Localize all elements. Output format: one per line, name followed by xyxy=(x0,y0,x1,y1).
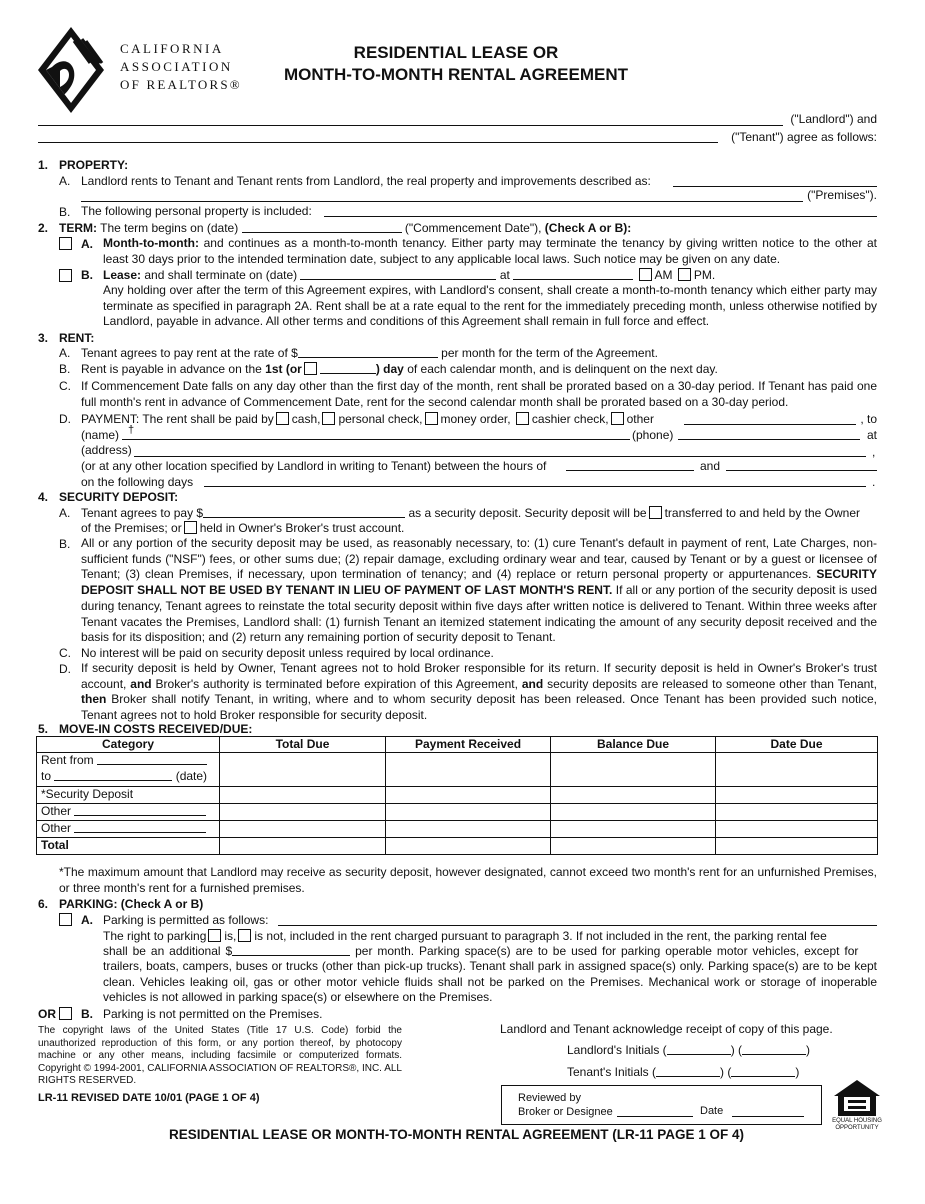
other2-label: Other xyxy=(41,821,72,835)
parking-included-checkbox[interactable] xyxy=(208,929,221,942)
property-description-line-2[interactable] xyxy=(81,201,803,202)
s4-b-text2: If all or any portion of the security deposit is used during tenancy, Tenant agrees to reinstate the total security deposit within five days after written notice is delivered to Tenant. Within three weeks after Tenant vacates the Premises, Landlord shall: (1) furnish Tenant an itemized statement indicating the amount of any security deposit received and the basis for its disposition; and (2) return any remaining portion of security deposit to Tenant. xyxy=(81,583,877,645)
hours-start-line[interactable] xyxy=(566,470,694,471)
s4-a-text1: Tenant agrees to pay $ xyxy=(81,506,204,520)
other2-line[interactable] xyxy=(74,821,206,833)
parking-description-line[interactable] xyxy=(278,925,877,926)
table-cell[interactable] xyxy=(551,838,716,855)
broker-designee-label: Broker or Designee xyxy=(518,1106,613,1118)
org-name-line3: OF REALTORS® xyxy=(120,77,242,92)
table-cell[interactable] xyxy=(386,787,551,804)
equal-housing-icon xyxy=(832,1078,882,1118)
payee-address-label: (address) xyxy=(81,443,132,457)
s2-heading: TERM: xyxy=(59,221,97,235)
tenant-name-line[interactable] xyxy=(38,142,718,143)
s4-d-and1: and xyxy=(130,676,152,691)
s4-num: 4. xyxy=(38,490,49,504)
s3-b-bold2: ) day xyxy=(375,362,404,376)
table-cell[interactable] xyxy=(220,821,386,838)
table-header-row xyxy=(37,737,878,753)
other1-line[interactable] xyxy=(74,804,206,816)
s4-c-text: No interest will be paid on security deposit unless required by local ordinance. xyxy=(81,646,494,660)
lease-end-time-line[interactable] xyxy=(513,268,633,280)
rent-to-label: to xyxy=(41,769,52,783)
s3-b-label: B. xyxy=(59,362,71,376)
s6-addl-text2: per month. Parking space(s) are to be used for parking operable motor vehicles, except for xyxy=(355,944,859,958)
eho-line1: EQUAL HOUSING xyxy=(832,1118,882,1124)
dagger-mark: † xyxy=(128,424,135,436)
s2-b-bold: Lease: xyxy=(103,268,142,282)
s4-b-label: B. xyxy=(59,537,71,551)
table-row xyxy=(37,821,878,838)
pm-label: PM. xyxy=(693,268,716,282)
tenant-initials-sep: ) ( xyxy=(720,1065,732,1079)
rent-amount-line[interactable] xyxy=(298,346,438,358)
eho-line2: OPPORTUNITY xyxy=(835,1125,879,1131)
s3-d-label: D. xyxy=(59,412,71,426)
parking-not-permitted-checkbox[interactable] xyxy=(59,1007,72,1020)
table-row xyxy=(37,838,878,855)
payment-days-line[interactable] xyxy=(204,486,866,487)
s4-a-text3: transferred to and held by the Owner xyxy=(664,506,861,520)
landlord-initials-line-1[interactable] xyxy=(667,1043,731,1055)
equal-housing-logo xyxy=(832,1078,882,1134)
table-cell[interactable] xyxy=(551,804,716,821)
s6-addl-line xyxy=(103,944,858,958)
s4-d-and2: and xyxy=(521,676,544,691)
review-date-line[interactable] xyxy=(732,1116,804,1117)
month-to-month-checkbox[interactable] xyxy=(59,237,72,250)
s3-d-hours-text: (or at any other location specified by Landlord in writing to Tenant) between the hours of xyxy=(81,459,547,473)
s4-a-text2: as a security deposit. Security deposit will be xyxy=(408,506,647,520)
s2-b-line xyxy=(103,268,715,282)
s3-b-line xyxy=(81,362,718,376)
s2-a-text: and continues as a month-to-month tenancy. Either party may terminate the tenancy by giving written notice to the other at least 30 days prior to the intended termination date, subject to any applicable local laws. Such notice may be given on any date. xyxy=(103,236,877,266)
cashier-check-checkbox[interactable] xyxy=(516,412,529,425)
rent-date-label: (date) xyxy=(175,769,208,783)
s3-b-text1: Rent is payable in advance on the xyxy=(81,362,262,376)
table-cell[interactable] xyxy=(716,753,878,787)
s3-d-text: PAYMENT: The rent shall be paid by xyxy=(81,412,274,426)
s6-right-line xyxy=(103,929,827,943)
s6-right-text2: is not, included in the rent charged pursuant to paragraph 3. If not included in the rent, the parking rental fee xyxy=(254,929,827,943)
col-balance-due: Balance Due xyxy=(551,737,716,753)
s3-b-text2: of each calendar month, and is delinquent on the next day. xyxy=(407,362,718,376)
form-title-line1: RESIDENTIAL LEASE OR xyxy=(353,43,559,62)
other1-label: Other xyxy=(41,804,72,818)
s6-paragraph: trailers, boats, campers, buses or trucks (other than pick-up trucks). Tenant shall park in assigned space(s) only. Parking space(s) are to be kept clean. Vehicles leaking oil, gas or other motor vehicle fluids shall not be parked on the Premises. Mechanical work or storage of inoperable vehicles is not allowed in parking space(s) or elsewhere on the Premises. xyxy=(103,959,877,1005)
car-logo-icon xyxy=(38,27,104,113)
money-order-label: money order, xyxy=(440,412,511,426)
s2-num: 2. xyxy=(38,221,49,235)
table-cell[interactable] xyxy=(220,838,386,855)
security-category-cell: *Security Deposit xyxy=(37,787,220,804)
other-payment-line[interactable] xyxy=(684,424,856,425)
rent-to-line[interactable] xyxy=(54,769,172,781)
s2-a-label: A. xyxy=(81,237,93,251)
lease-end-date-line[interactable] xyxy=(300,268,496,280)
tenant-initials-line-1[interactable] xyxy=(656,1065,720,1077)
landlord-initials-close: ) xyxy=(806,1043,811,1057)
payee-name-line[interactable] xyxy=(122,439,630,440)
tenant-initials-close: ) xyxy=(795,1065,800,1079)
s1-b-label: B. xyxy=(59,205,71,219)
total-category-cell: Total xyxy=(37,838,220,855)
other-payment-label: other xyxy=(626,412,654,426)
s5-heading: MOVE-IN COSTS RECEIVED/DUE: xyxy=(59,722,253,736)
rent-category-cell xyxy=(37,753,220,787)
landlord-name-line[interactable] xyxy=(38,125,783,126)
table-cell[interactable] xyxy=(551,787,716,804)
other1-category-cell xyxy=(37,804,220,821)
am-label: AM xyxy=(654,268,673,282)
reviewed-by-label: Reviewed by xyxy=(518,1092,581,1104)
s3-b-bold1: 1st (or xyxy=(265,362,302,376)
table-cell[interactable] xyxy=(386,838,551,855)
landlord-initials-row xyxy=(567,1043,810,1057)
personal-property-line[interactable] xyxy=(324,216,877,217)
broker-review-box xyxy=(501,1085,822,1125)
s4-b-bold: SECURITY DEPOSIT SHALL NOT BE USED BY TENANT IN LIEU OF PAYMENT OF LAST MONTH'S RENT. xyxy=(81,567,877,598)
s3-a-line xyxy=(81,346,658,360)
s1-num: 1. xyxy=(38,158,49,172)
copyright-notice: The copyright laws of the United States (Title 17 U.S. Code) forbid the unauthorized reproduction of this form, or any portion thereof, by photocopy machine or any other means, including facsimile or computerized formats. Copyright © 1994-2001, CALIFORNIA ASSOCIATION OF REALTORS®, INC. ALL RIGHTS RESERVED. xyxy=(38,1025,402,1087)
cash-checkbox[interactable] xyxy=(276,412,289,425)
table-row xyxy=(37,753,878,787)
personal-check-label: personal check, xyxy=(338,412,423,426)
s6-or: OR xyxy=(38,1007,56,1021)
s3-d-line1 xyxy=(81,412,654,426)
s3-d-period: . xyxy=(872,475,876,489)
lease-checkbox[interactable] xyxy=(59,269,72,282)
s4-b-paragraph xyxy=(81,536,877,646)
s4-d-text1: If security deposit is held by Owner, Tenant agrees not to hold Broker responsible for its return. If security deposit is held in Owner's Broker's trust account, xyxy=(81,661,877,691)
s6-a-text: Parking is permitted as follows: xyxy=(103,913,269,927)
s3-num: 3. xyxy=(38,331,49,345)
table-cell[interactable] xyxy=(716,821,878,838)
rent-from-line[interactable] xyxy=(97,753,207,765)
hours-end-line[interactable] xyxy=(726,470,877,471)
personal-check-checkbox[interactable] xyxy=(322,412,335,425)
s6-right-text1: The right to parking xyxy=(103,929,207,943)
table-cell[interactable] xyxy=(716,804,878,821)
s3-c-paragraph: If Commencement Date falls on any day other than the first day of the month, rent shall be prorated based on a 30-day period. If Tenant has paid one full month's rent in advance of Commencement Date, rent for the second calendar month shall be prorated based on a 30-day period. xyxy=(81,379,877,409)
s4-b-text1: All or any portion of the security deposit may be used, as reasonably necessary, to: (1) cure Tenant's default in payment of rent, Late Charges, non-sufficient funds ("NSF") fees, or other sums due; (2) repair damage, excluding ordinary wear and tear, caused by Tenant or by a guest or licensee of Tenant; (3) clean Premises, if necessary, upon termination of tenancy; and (4) replace or return personal property or appurtenances. xyxy=(81,536,877,582)
s6-addl-text1: shall be an additional $ xyxy=(103,944,233,958)
s1-a-text: Landlord rents to Tenant and Tenant rents from Landlord, the real property and improvements described as: xyxy=(81,174,651,188)
cashier-check-label: cashier check, xyxy=(531,412,609,426)
landlord-initials-sep: ) ( xyxy=(730,1043,743,1057)
s6-heading: PARKING: (Check A or B) xyxy=(59,897,204,911)
parking-permitted-checkbox[interactable] xyxy=(59,913,72,926)
table-cell[interactable] xyxy=(220,753,386,787)
payee-address-line[interactable] xyxy=(134,456,866,457)
table-cell[interactable] xyxy=(220,804,386,821)
parking-fee-line[interactable] xyxy=(232,944,350,956)
s4-d-text4: Broker shall notify Tenant, in writing, where and to whom security deposit has been released. Once Tenant has been provided such notice, Tenant agrees not to hold Broker responsible for security deposit. xyxy=(81,692,878,723)
s4-d-paragraph xyxy=(81,661,877,724)
s5-num: 5. xyxy=(38,722,49,736)
bottom-title: RESIDENTIAL LEASE OR MONTH-TO-MONTH RENTAL AGREEMENT (LR-11 PAGE 1 OF 4) xyxy=(168,1127,745,1142)
s6-right-is: is, xyxy=(224,929,237,943)
s4-d-text2: Broker's authority is terminated before expiration of this Agreement, xyxy=(155,676,518,691)
tenant-initials-label: Tenant's Initials ( xyxy=(567,1065,656,1079)
s1-heading: PROPERTY: xyxy=(59,158,129,172)
commencement-label: ("Commencement Date"), xyxy=(404,221,542,235)
property-description-line[interactable] xyxy=(673,186,877,187)
table-cell[interactable] xyxy=(386,753,551,787)
s3-d-comma: , xyxy=(872,445,876,459)
s4-c-label: C. xyxy=(59,646,71,660)
tenant-suffix: ("Tenant") agree as follows: xyxy=(731,130,877,144)
s1-b-text: The following personal property is included: xyxy=(81,204,312,218)
s2-b-label: B. xyxy=(81,268,93,282)
payee-phone-label: (phone) xyxy=(632,428,674,442)
col-date-due: Date Due xyxy=(716,737,878,753)
s3-a-text1: Tenant agrees to pay rent at the rate of $ xyxy=(81,346,298,360)
s3-a-text2: per month for the term of the Agreement. xyxy=(441,346,658,360)
rent-day-line[interactable] xyxy=(320,362,376,374)
form-title-line2: MONTH-TO-MONTH RENTAL AGREEMENT xyxy=(283,65,629,84)
other2-category-cell xyxy=(37,821,220,838)
owner-held-checkbox[interactable] xyxy=(649,506,662,519)
parking-not-included-checkbox[interactable] xyxy=(238,929,251,942)
col-total-due: Total Due xyxy=(220,737,386,753)
broker-trust-checkbox[interactable] xyxy=(184,521,197,534)
s4-a-line1 xyxy=(81,506,860,520)
broker-initials-line[interactable] xyxy=(617,1116,693,1117)
s6-b-text: Parking is not permitted on the Premises. xyxy=(103,1007,323,1021)
commencement-date-line[interactable] xyxy=(242,221,402,233)
premises-label: ("Premises"). xyxy=(807,188,877,202)
payee-name-label: (name) xyxy=(81,428,120,442)
table-cell[interactable] xyxy=(386,821,551,838)
table-cell[interactable] xyxy=(551,753,716,787)
org-name-line2: ASSOCIATION xyxy=(120,59,233,74)
other-payment-checkbox[interactable] xyxy=(611,412,624,425)
am-checkbox[interactable] xyxy=(639,268,652,281)
table-cell[interactable] xyxy=(716,838,878,855)
col-category: Category xyxy=(37,737,220,753)
s4-d-then: then xyxy=(81,692,107,707)
s4-a-line2 xyxy=(81,521,404,535)
s3-d-to: , to xyxy=(860,412,877,426)
landlord-initials-line-2[interactable] xyxy=(742,1043,806,1055)
s2-intro-text: The term begins on (date) xyxy=(100,221,239,235)
table-cell[interactable] xyxy=(220,787,386,804)
pm-checkbox[interactable] xyxy=(678,268,691,281)
security-deposit-amount-line[interactable] xyxy=(203,506,405,518)
s2-intro xyxy=(59,221,631,235)
rent-from-label: Rent from xyxy=(41,753,94,767)
s2-a-bold: Month-to-month: xyxy=(103,236,199,250)
s3-d-days-label: on the following days xyxy=(81,475,194,489)
table-cell[interactable] xyxy=(551,821,716,838)
s3-a-label: A. xyxy=(59,346,71,360)
acknowledge-text: Landlord and Tenant acknowledge receipt of copy of this page. xyxy=(500,1022,833,1036)
col-payment-received: Payment Received xyxy=(386,737,551,753)
s2-a-paragraph xyxy=(103,236,877,267)
car-logo xyxy=(38,27,104,113)
money-order-checkbox[interactable] xyxy=(425,412,438,425)
landlord-suffix: ("Landlord") and xyxy=(790,112,877,126)
s6-b-label: B. xyxy=(81,1007,93,1021)
s4-heading: SECURITY DEPOSIT: xyxy=(59,490,179,504)
s5-note: *The maximum amount that Landlord may receive as security deposit, however designated, cannot exceed two month's rent for an unfurnished Premises, or three month's rent for a furnished premises. xyxy=(59,865,877,895)
tenant-initials-row xyxy=(567,1065,799,1079)
rent-day-checkbox[interactable] xyxy=(304,362,317,375)
s3-heading: RENT: xyxy=(59,331,95,345)
org-name-line1: CALIFORNIA xyxy=(120,41,224,56)
table-cell[interactable] xyxy=(386,804,551,821)
s4-a-label: A. xyxy=(59,506,71,520)
move-in-costs-table xyxy=(36,736,878,855)
s3-d-at: at xyxy=(866,428,877,442)
cash-label: cash, xyxy=(291,412,321,426)
s1-a-label: A. xyxy=(59,174,71,188)
table-row xyxy=(37,804,878,821)
s3-c-label: C. xyxy=(59,379,71,393)
payee-phone-line[interactable] xyxy=(678,439,860,440)
table-row xyxy=(37,787,878,804)
review-date-label: Date xyxy=(700,1105,724,1117)
s2-check: (Check A or B): xyxy=(544,221,632,235)
s4-a-text4: of the Premises; or xyxy=(81,521,182,535)
s3-d-and: and xyxy=(700,459,721,473)
s6-a-label: A. xyxy=(81,913,93,927)
s2-b-at: at xyxy=(499,268,510,282)
s6-num: 6. xyxy=(38,897,49,911)
s4-a-text5: held in Owner's Broker's trust account. xyxy=(199,521,405,535)
s2-b-text: and shall terminate on (date) xyxy=(144,268,298,282)
s4-d-label: D. xyxy=(59,662,71,676)
revision-label: LR-11 REVISED DATE 10/01 (PAGE 1 OF 4) xyxy=(38,1092,260,1104)
s2-holdover-paragraph: Any holding over after the term of this Agreement expires, with Landlord's consent, shall create a month-to-month tenancy which either party may terminate as specified in paragraph 2A. Rent shall be at a rate equal to the rent for the immediately preceding month, unless otherwise notified by Landlord, payable in advance. All other terms and conditions of this Agreement shall remain in full force and effect. xyxy=(103,283,877,329)
landlord-initials-label: Landlord's Initials ( xyxy=(567,1043,667,1057)
s4-d-text3: security deposits are released to someone other than Tenant, xyxy=(547,676,877,691)
table-cell[interactable] xyxy=(716,787,878,804)
tenant-initials-line-2[interactable] xyxy=(731,1065,795,1077)
